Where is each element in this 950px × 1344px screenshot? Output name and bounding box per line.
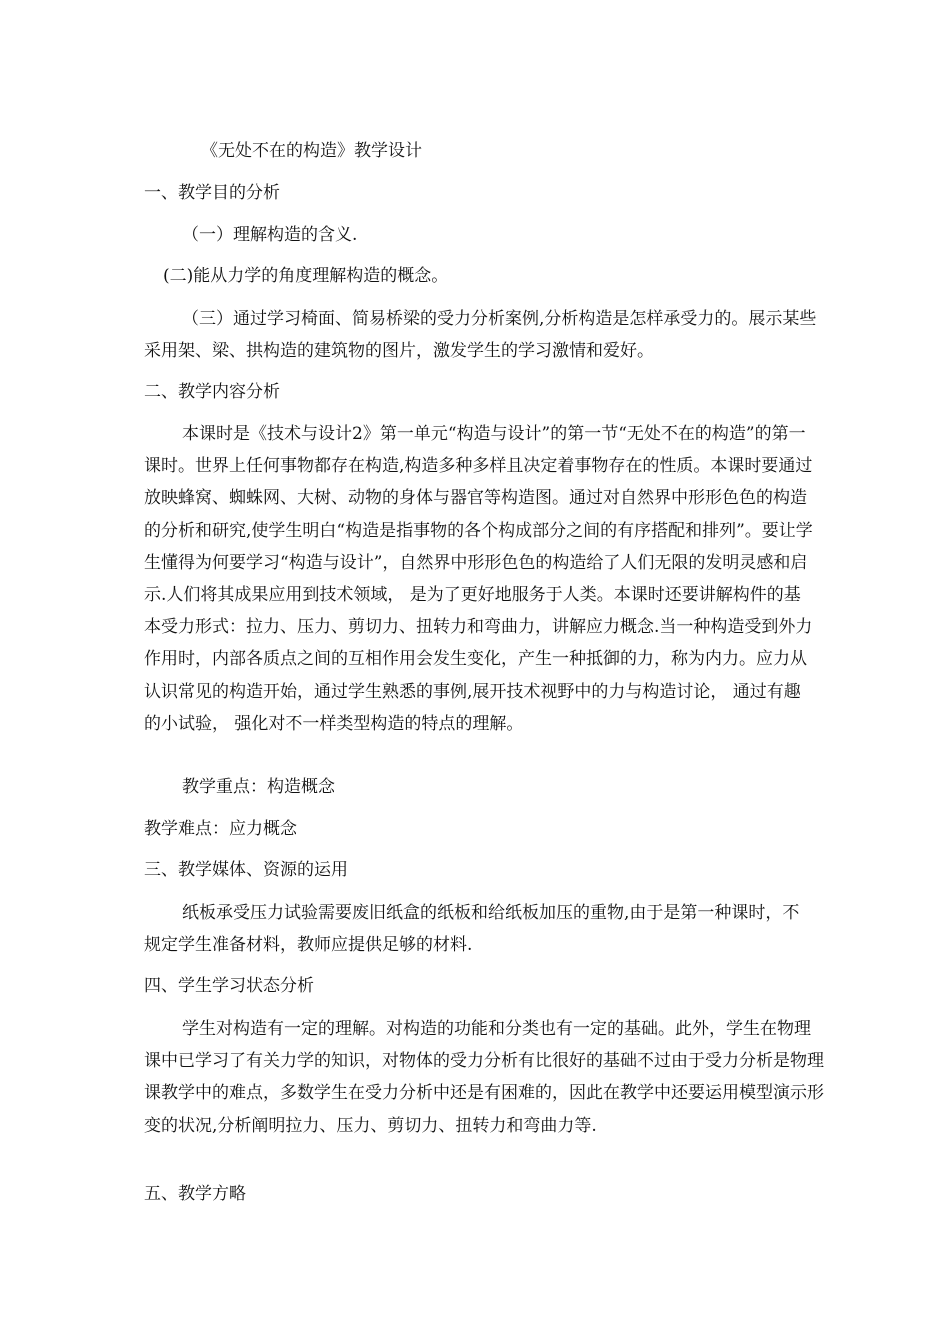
student-analysis-paragraph: 学生对构造有一定的理解。对构造的功能和分类也有一定的基础。此外，学生在物理课中已学习了有关力学的知识，对物体的受力分析有比很好的基础不过由于受力分析是物理课教学中的难点，多数学生在受力分析中还是有困难的，因此在教学中还要运用模型演示形变的状况,分析阐明拉力、压力、剪切力、扭转力和弯曲力等. [144, 1019, 824, 1136]
teaching-key-point: 教学重点：构造概念 [182, 777, 335, 797]
content-analysis-paragraph: 本课时是《技术与设计2》第一单元“构造与设计”的第一节“无处不在的构造”的第一课时。世界上任何事物都存在构造,构造多种多样且决定着事物存在的性质。本课时要通过放映蜂窝、蜘蛛网、大树、动物的身体与器官等构造图。通过对自然界中形形色色的构造的分析和研究,使学生明白“构造是指事物的各个构成部分之间的有序搭配和排列”。要让学生懂得为何要学习“构造与设计”，自然界中形形色色的构造给了人们无限的发明灵感和启示.人们将其成果应用到技术领域， 是为了更好地服务于人类。本课时还要讲解构件的基本受力形式：拉力、压力、剪切力、扭转力和弯曲力，讲解应力概念.当一种构造受到外力作用时，内部各质点之间的互相作用会发生变化，产生一种抵御的力，称为内力。应力从认识常见的构造开始，通过学生熟悉的事例,展开技术视野中的力与构造讨论， 通过有趣的小试验， 强化对不一样类型构造的特点的理解。 [144, 424, 813, 734]
teaching-difficulty: 教学难点：应力概念 [144, 819, 297, 839]
objective-item-1: （一）理解构造的含义. [182, 225, 358, 245]
section-heading-student-analysis: 四、学生学习状态分析 [144, 976, 314, 996]
section-heading-objectives: 一、教学目的分析 [144, 183, 280, 203]
section-heading-content: 二、教学内容分析 [144, 382, 280, 402]
media-paragraph: 纸板承受压力试验需要废旧纸盒的纸板和给纸板加压的重物,由于是第一种课时，不规定学生准备材料，教师应提供足够的材料. [144, 903, 800, 955]
objective-item-2: (二)能从力学的角度理解构造的概念。 [163, 266, 449, 286]
objective-item-3: （三）通过学习椅面、简易桥梁的受力分析案例,分析构造是怎样承受力的。展示某些采用架、梁、拱构造的建筑物的图片，激发学生的学习激情和爱好。 [144, 309, 817, 361]
document-title: 《无处不在的构造》教学设计 [201, 141, 422, 161]
section-heading-media: 三、教学媒体、资源的运用 [144, 860, 348, 880]
section-heading-strategy: 五、教学方略 [144, 1184, 246, 1204]
